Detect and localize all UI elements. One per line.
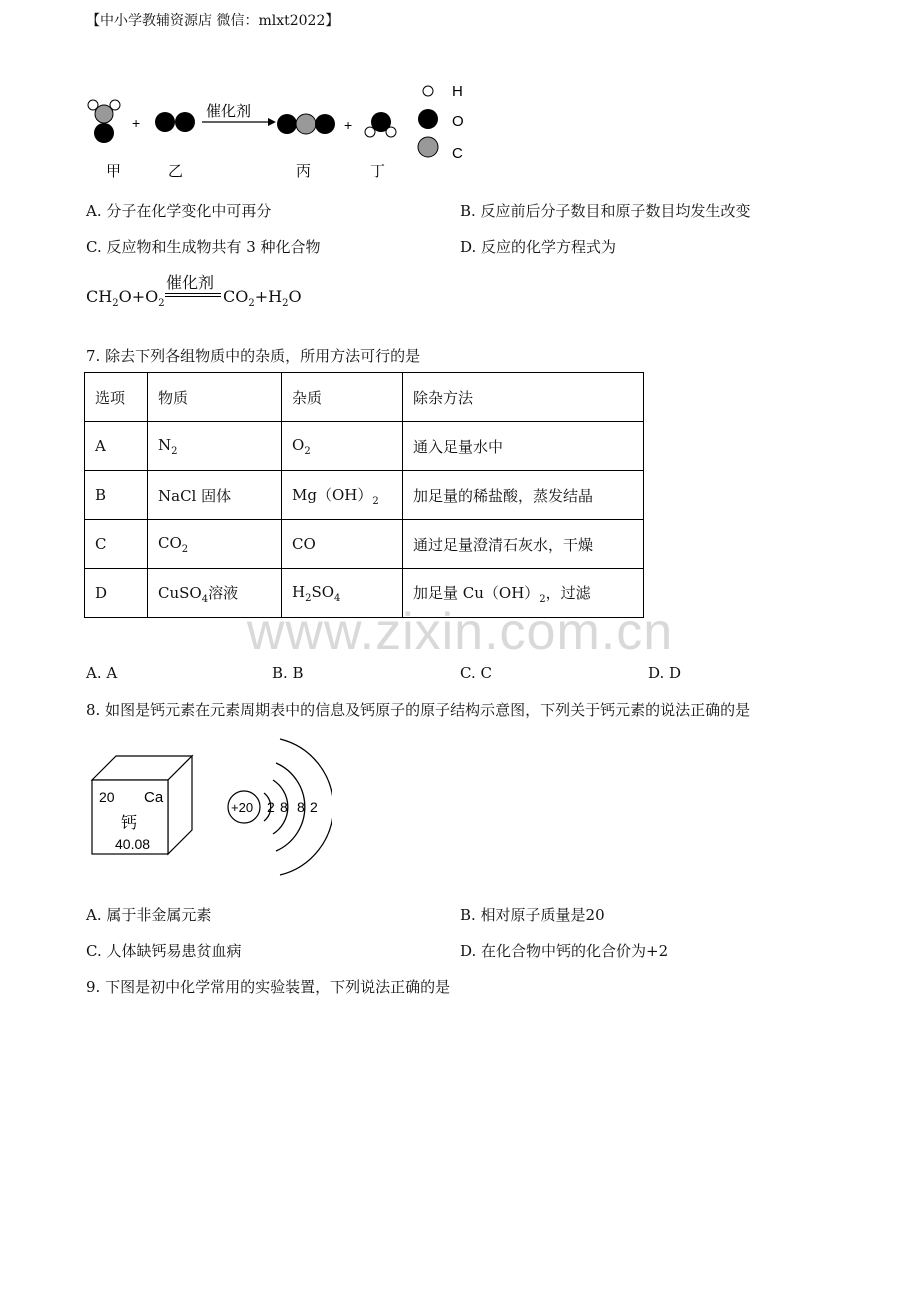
equation-lhs: $CH_2O+O_2$ — [86, 287, 165, 310]
table-header-row: 选项 物质 杂质 除杂方法 — [85, 373, 644, 422]
label-bing: 丙 — [296, 162, 312, 180]
q6-option-c: C. 反应物和生成物共有 3 种化合物 — [86, 238, 321, 256]
legend-h: H — [452, 83, 463, 100]
shell-3-electrons: 8 — [297, 799, 305, 815]
table-row: A $N_2$ $O_2$ 通入足量水中 — [85, 422, 644, 471]
plus-sign: + — [132, 115, 141, 131]
table-row: C $CO_2$ CO 通过足量澄清石灰水，干燥 — [85, 520, 644, 569]
page-header: 【中小学教辅资源店 微信：mlxt2022】 — [86, 13, 340, 29]
element-name: 钙 — [121, 813, 138, 832]
atomic-mass: 40.08 — [115, 836, 151, 852]
equation-catalyst: 催化剂 — [166, 273, 215, 292]
label-yi: 乙 — [168, 162, 184, 180]
shell-2-electrons: 8 — [280, 799, 288, 815]
atom-structure-diagram — [222, 735, 332, 880]
q9-stem: 9. 下图是初中化学常用的实验装置，下列说法正确的是 — [86, 978, 451, 996]
q6-option-a: A. 分子在化学变化中可再分 — [86, 202, 272, 220]
label-ding: 丁 — [370, 162, 386, 180]
atomic-number: 20 — [99, 789, 115, 805]
element-symbol: Ca — [144, 789, 164, 806]
shell-4-electrons: 2 — [310, 799, 318, 815]
nucleus-charge: +20 — [231, 800, 254, 815]
svg-text:+: + — [344, 117, 353, 133]
q8-option-b: B. 相对原子质量是20 — [460, 906, 605, 924]
legend-o: O — [452, 113, 464, 130]
equation-rhs: $CO_2+H_2O$ — [223, 287, 302, 310]
reaction-diagram — [80, 80, 480, 185]
q7-table — [84, 372, 644, 618]
periodic-element-card — [86, 752, 198, 858]
shell-1-electrons: 2 — [267, 799, 275, 815]
q7-stem: 7. 除去下列各组物质中的杂质，所用方法可行的是 — [86, 347, 421, 365]
watermark: www.zixin.com.cn — [246, 603, 674, 661]
chemical-equation — [86, 270, 326, 314]
q7-option-a: A. A — [86, 664, 118, 682]
q8-stem: 8. 如图是钙元素在元素周期表中的信息及钙原子的原子结构示意图，下列关于钙元素的说法正确的是 — [86, 701, 751, 719]
q8-option-a: A. 属于非金属元素 — [86, 906, 212, 924]
q8-option-d: D. 在化合物中钙的化合价为+2 — [460, 942, 669, 960]
catalyst-label: 催化剂 — [206, 102, 252, 120]
q7-option-c: C. C — [460, 664, 492, 682]
q7-option-d: D. D — [648, 664, 682, 682]
q6-option-b: B. 反应前后分子数目和原子数目均发生改变 — [460, 202, 751, 220]
label-jia: 甲 — [106, 162, 122, 180]
q8-option-c: C. 人体缺钙易患贫血病 — [86, 942, 242, 960]
q6-option-d: D. 反应的化学方程式为 — [460, 238, 617, 256]
table-row: B NaCl 固体 $Mg(OH)_2$ 加足量的稀盐酸，蒸发结晶 — [85, 471, 644, 520]
q7-option-b: B. B — [272, 664, 304, 682]
table-row: D CuSO$_4$溶液 $H_2SO_4$ 加足量 $Cu(OH)_2$，过滤 — [85, 569, 644, 618]
legend-c: C — [452, 145, 463, 162]
